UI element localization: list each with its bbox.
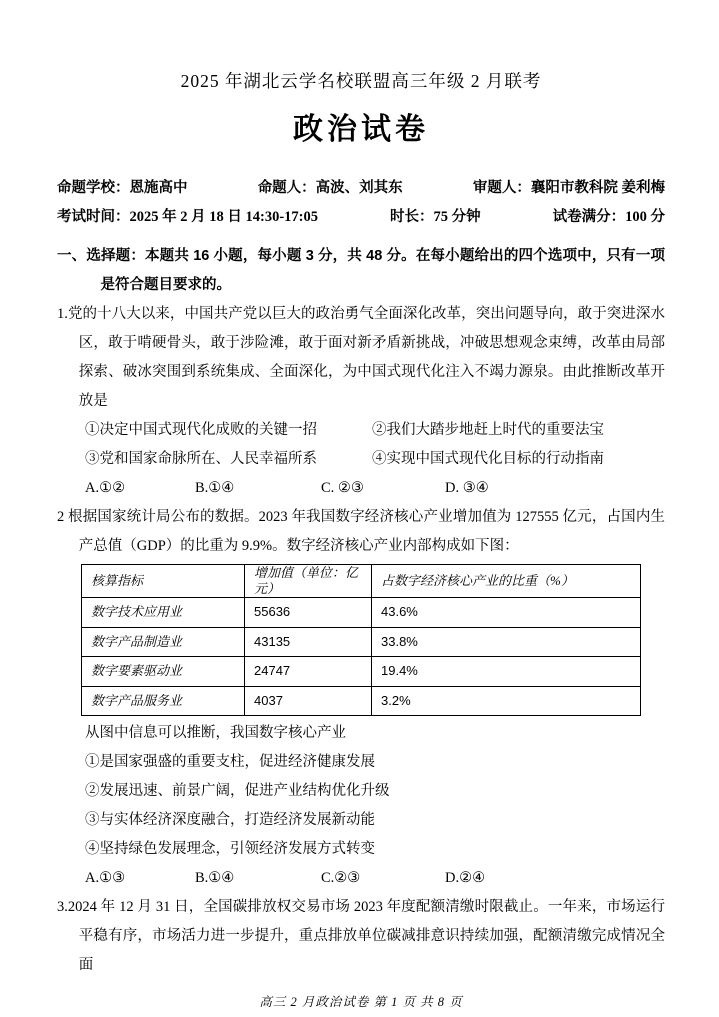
meta-school: 命题学校：恩施高中 bbox=[57, 180, 188, 196]
question-1-sub-options bbox=[85, 416, 665, 474]
meta-setters: 命题人：高波、刘其东 bbox=[257, 180, 403, 196]
sub-option-4: ④实现中国式现代化目标的行动指南 bbox=[372, 451, 604, 467]
sub-option-3: ③与实体经济深度融合，打造经济发展新动能 bbox=[85, 812, 375, 828]
question-2 bbox=[57, 503, 665, 893]
sub-option-2: ②我们大踏步地赶上时代的重要法宝 bbox=[372, 422, 604, 438]
exam-subtitle: 政治试卷 bbox=[293, 113, 429, 146]
question-2-choices bbox=[85, 864, 665, 893]
choice-b: B.①④ bbox=[195, 870, 235, 886]
table-cell-share: 33.8% bbox=[372, 627, 641, 657]
question-1-stem bbox=[57, 300, 665, 416]
meta-row-1 bbox=[57, 174, 665, 203]
table-row bbox=[82, 598, 641, 628]
question-1 bbox=[57, 300, 665, 503]
question-3-text: 2024 年 12 月 31 日，全国碳排放权交易市场 2023 年度配额清缴时限截止。一年来，市场运行平稳有序，市场活力进一步提升，重点排放单位碳减排意识持续加强，配额清缴完成情况全面 bbox=[67, 899, 665, 973]
choice-c: C.②③ bbox=[321, 870, 361, 886]
exam-meta bbox=[57, 174, 665, 232]
sub-option-4: ④坚持绿色发展理念，引领经济发展方式转变 bbox=[85, 841, 375, 857]
table-cell-value: 43135 bbox=[245, 627, 372, 657]
table-row bbox=[82, 686, 641, 716]
table-cell-industry: 数字技术应用业 bbox=[82, 598, 245, 628]
meta-full-score: 试卷满分：100 分 bbox=[552, 209, 665, 225]
table-cell-value: 24747 bbox=[245, 657, 372, 687]
sub-option-1: ①是国家强盛的重要支柱，促进经济健康发展 bbox=[85, 754, 375, 770]
section-heading-multiple-choice: 一、选择题：本题共 16 小题，每小题 3 分，共 48 分。在每小题给出的四个选项中，只有一项是符合题目要求的。 bbox=[57, 248, 665, 293]
meta-duration: 时长：75 分钟 bbox=[390, 209, 481, 225]
question-2-table-note: 从图中信息可以推断，我国数字核心产业 bbox=[85, 725, 346, 741]
page-title: 2025 年湖北云学名校联盟高三年级 2 月联考 bbox=[180, 71, 542, 91]
meta-row-2 bbox=[57, 203, 665, 232]
table-cell-share: 19.4% bbox=[372, 657, 641, 687]
sub-option-3: ③党和国家命脉所在、人民幸福所系 bbox=[85, 451, 317, 467]
sub-option-2: ②发展迅速、前景广阔，促进产业结构优化升级 bbox=[85, 783, 390, 799]
table-header-share: 占数字经济核心产业的比重（%） bbox=[372, 565, 641, 598]
choice-d: D.②④ bbox=[445, 870, 486, 886]
digital-economy-table bbox=[81, 564, 641, 716]
table-row bbox=[82, 627, 641, 657]
table-cell-share: 43.6% bbox=[372, 598, 641, 628]
table-header-indicator: 核算指标 bbox=[82, 565, 245, 598]
question-3-number: 3. bbox=[57, 899, 68, 915]
choice-a: A.①③ bbox=[85, 870, 126, 886]
table-row bbox=[82, 657, 641, 687]
question-2-sub-options bbox=[85, 748, 665, 864]
question-3-stem bbox=[57, 893, 665, 980]
question-3 bbox=[57, 893, 665, 980]
question-1-text: 党的十八大以来，中国共产党以巨大的政治勇气全面深化改革，突出问题导向，敢于突进深水区，敢于啃硬骨头，敢于涉险滩，敢于面对新矛盾新挑战，冲破思想观念束缚，改革由局部探索、破冰突围到系统集成、全面深化，为中国式现代化注入不竭力源泉。由此推断改革开放是 bbox=[67, 306, 665, 409]
meta-exam-time: 考试时间：2025 年 2 月 18 日 14:30-17:05 bbox=[57, 209, 318, 225]
table-header-row bbox=[82, 565, 641, 598]
table-cell-value: 55636 bbox=[245, 598, 372, 628]
sub-option-1: ①决定中国式现代化成败的关键一招 bbox=[85, 422, 317, 438]
digital-economy-table-wrap bbox=[81, 564, 665, 716]
choice-a: A.①② bbox=[85, 480, 126, 496]
question-1-choices bbox=[85, 474, 665, 503]
page-footer: 高三 2 月政治试卷 第 1 页 共 8 页 bbox=[259, 995, 463, 1009]
question-2-number: 2 bbox=[57, 509, 69, 525]
table-cell-industry: 数字产品服务业 bbox=[82, 686, 245, 716]
choice-d: D. ③④ bbox=[445, 480, 489, 496]
meta-reviewer: 审题人：襄阳市教科院 姜利梅 bbox=[472, 180, 665, 196]
table-cell-share: 3.2% bbox=[372, 686, 641, 716]
table-cell-industry: 数字产品制造业 bbox=[82, 627, 245, 657]
table-cell-value: 4037 bbox=[245, 686, 372, 716]
table-header-added-value: 增加值（单位：亿元） bbox=[245, 565, 372, 598]
question-2-stem bbox=[57, 503, 665, 561]
question-1-number: 1. bbox=[57, 306, 68, 322]
question-2-text: 根据国家统计局公布的数据。2023 年我国数字经济核心产业增加值为 127555 亿元，占国内生产总值（GDP）的比重为 9.9%。数字经济核心产业内部构成如下图： bbox=[68, 509, 666, 554]
table-cell-industry: 数字要素驱动业 bbox=[82, 657, 245, 687]
choice-c: C. ②③ bbox=[321, 480, 364, 496]
choice-b: B.①④ bbox=[195, 480, 235, 496]
